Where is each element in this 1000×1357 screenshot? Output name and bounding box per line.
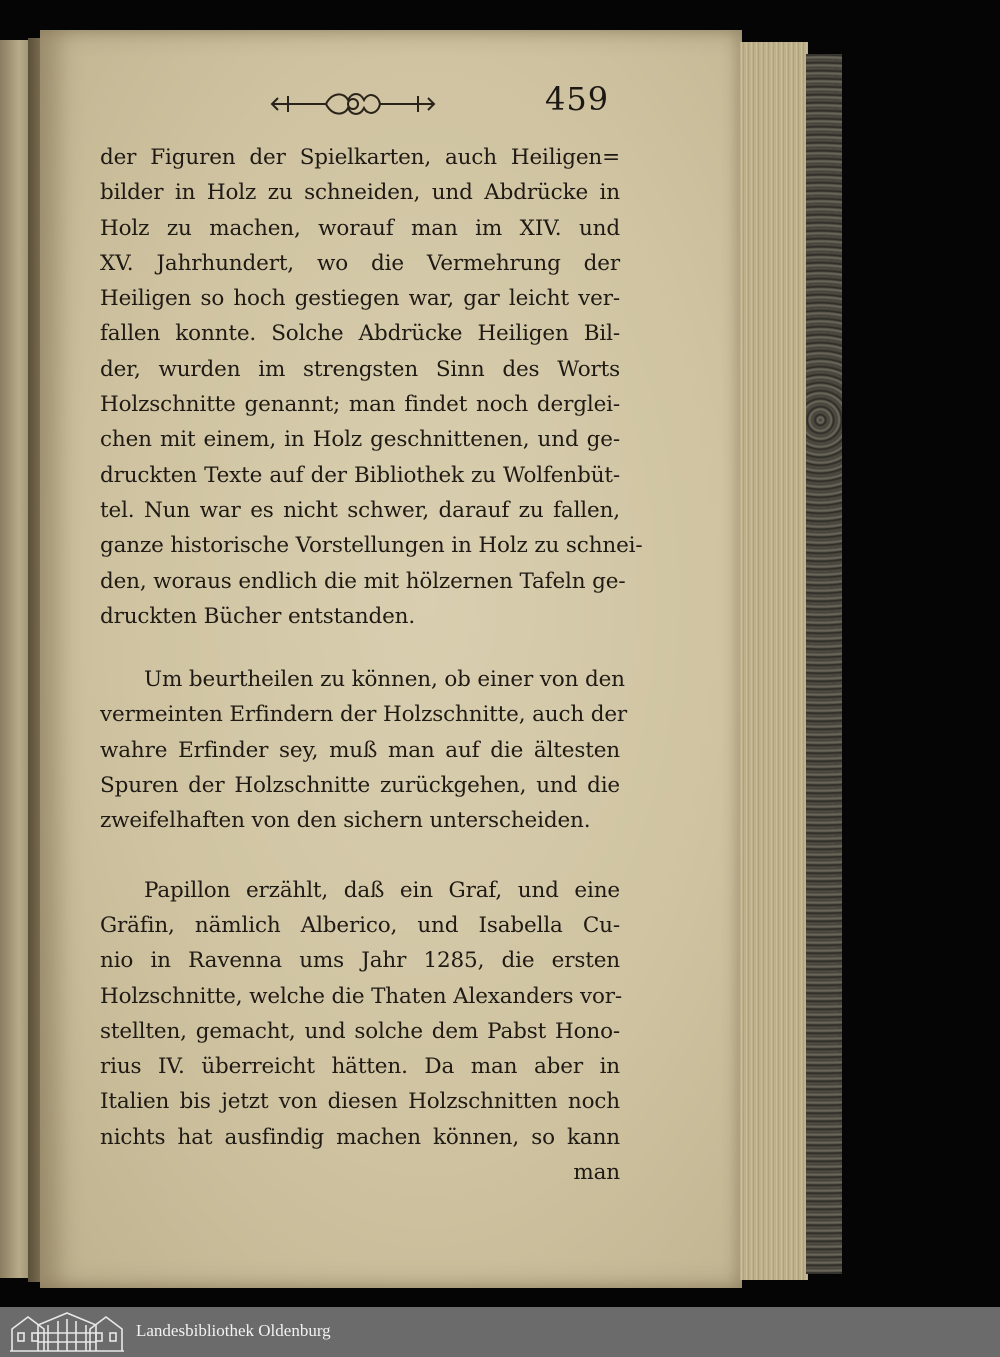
text-line: Holzschnitte genannt; man findet noch derglei-	[100, 392, 620, 418]
footer-bar	[0, 1307, 1000, 1357]
paragraph-1	[100, 140, 643, 634]
library-building-icon	[8, 1311, 126, 1353]
paragraph-2	[100, 662, 628, 838]
text-line: der Figuren der Spielkarten, auch Heiligen=	[100, 145, 620, 170]
text-line: tel. Nun war es nicht schwer, darauf zu fallen,	[100, 497, 620, 523]
text-line: XV. Jahrhundert, wo die Vermehrung der	[100, 250, 620, 276]
text-line: Holzschnitte, welche die Thaten Alexanders vor-	[100, 983, 623, 1009]
text-line: Um beurtheilen zu können, ob einer von den	[144, 667, 625, 693]
paragraph-3	[100, 873, 623, 1155]
text-line: Papillon erzählt, daß ein Graf, und eine	[144, 877, 620, 903]
text-line: wahre Erfinder sey, muß man auf die ältesten	[100, 737, 620, 763]
header-ornament-icon	[268, 88, 438, 120]
library-name[interactable]: Landesbibliothek Oldenburg	[136, 1321, 331, 1340]
text-line: vermeinten Erfindern der Holzschnitte, auch der	[100, 702, 628, 728]
text-line: nio in Ravenna ums Jahr 1285, die ersten	[100, 948, 620, 974]
page-number: 459	[545, 80, 610, 118]
marbled-cover	[806, 54, 842, 1274]
text-line: Gräfin, nämlich Alberico, und Isabella Cu-	[100, 912, 620, 938]
text-line: Heiligen so hoch gestiegen war, gar leicht ver-	[100, 286, 620, 312]
text-line: rius IV. überreicht hätten. Da man aber in	[100, 1054, 620, 1080]
text-line: bilder in Holz zu schneiden, und Abdrücke in	[100, 180, 620, 206]
text-line: Holz zu machen, worauf man im XIV. und	[100, 215, 620, 241]
text-line: chen mit einem, in Holz geschnittenen, und ge-	[100, 427, 620, 453]
body-text	[100, 140, 643, 1190]
text-line: ganze historische Vorstellungen in Holz zu schnei-	[100, 533, 643, 559]
text-line: nichts hat ausfindig machen können, so kann	[100, 1124, 620, 1150]
text-line: zweifelhaften von den sichern unterscheiden.	[100, 808, 591, 834]
text-line: Italien bis jetzt von diesen Holzschnitten noch	[100, 1089, 620, 1115]
text-line: der, wurden im strengsten Sinn des Worts	[100, 356, 620, 382]
text-line: fallen konnte. Solche Abdrücke Heiligen Bil-	[100, 321, 620, 347]
page-block-edges	[740, 42, 808, 1280]
catchword: man	[573, 1160, 620, 1186]
text-line: druckten Texte auf der Bibliothek zu Wolfenbüt-	[100, 462, 620, 488]
text-line: den, woraus endlich die mit hölzernen Tafeln ge-	[100, 568, 626, 594]
text-line: stellten, gemacht, und solche dem Pabst Hono-	[100, 1018, 620, 1044]
text-line: druckten Bücher entstanden.	[100, 603, 416, 629]
text-line: Spuren der Holzschnitte zurückgehen, und die	[100, 773, 620, 799]
